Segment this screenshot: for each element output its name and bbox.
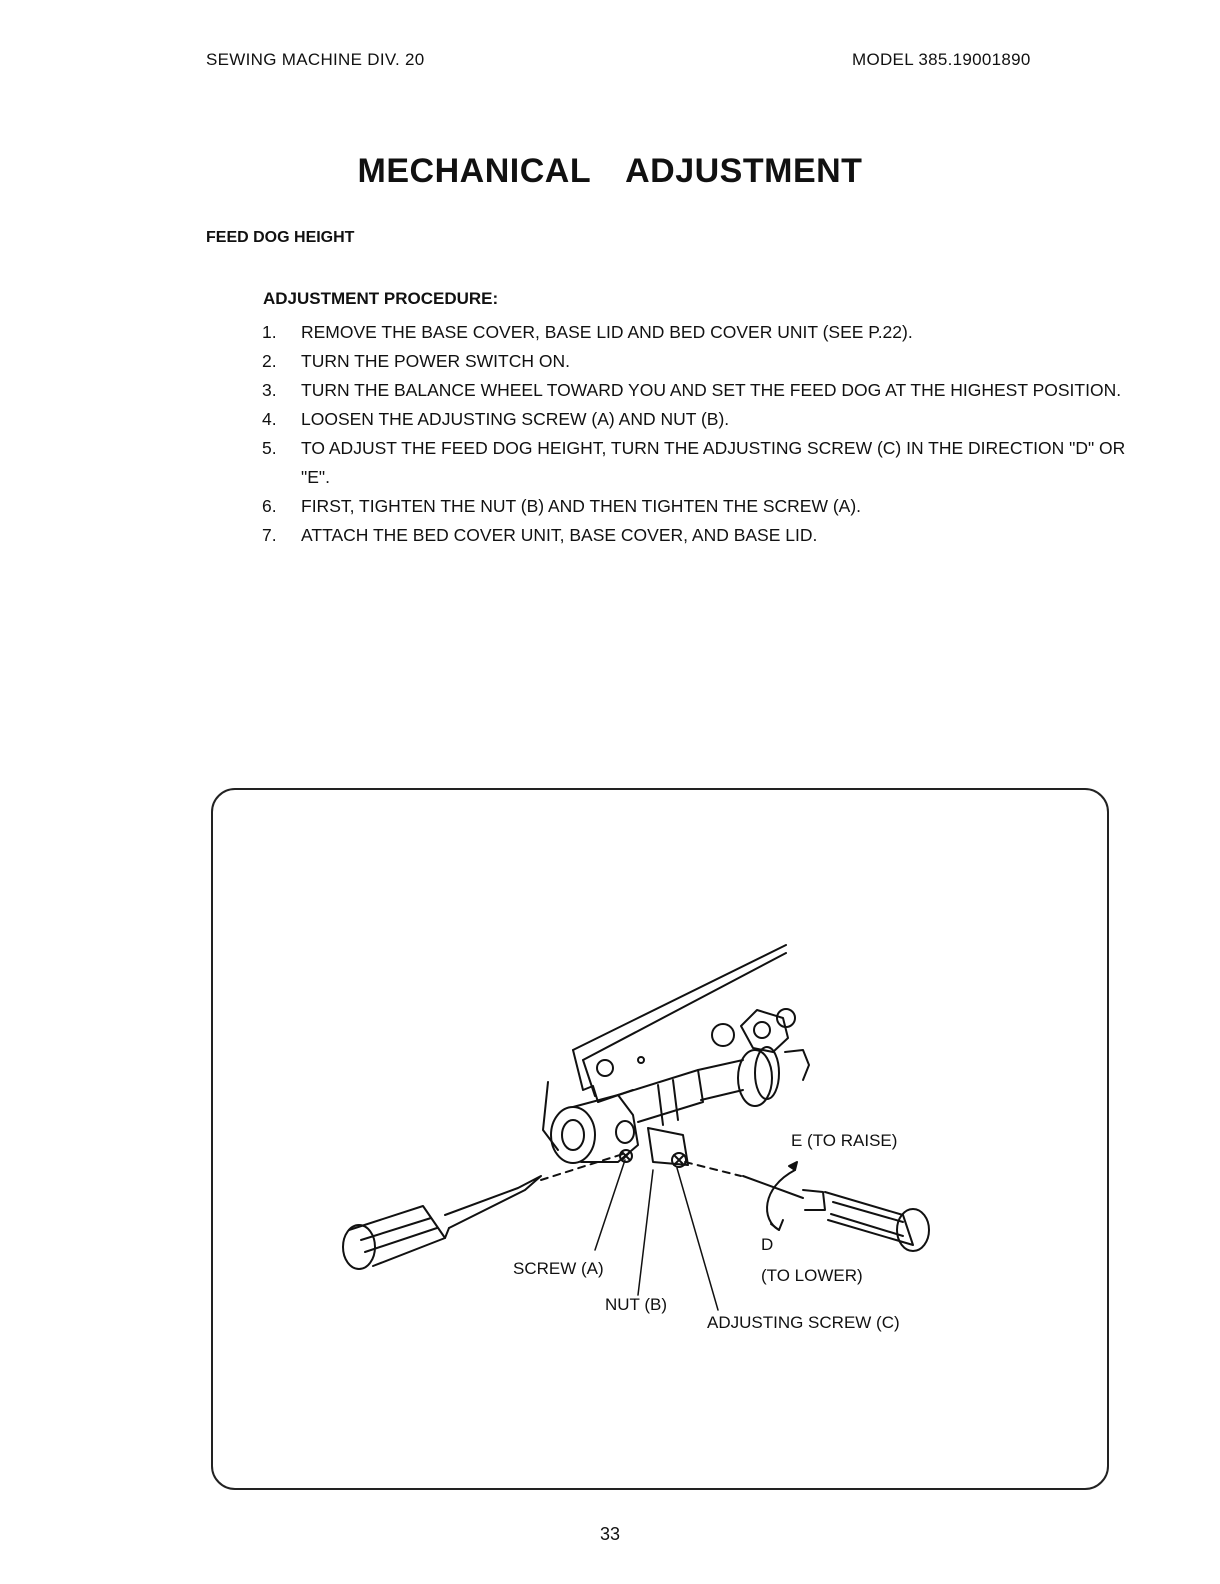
step-text: TURN THE BALANCE WHEEL TOWARD YOU AND SET THE FEED DOG AT THE HIGHEST POSITION. [301, 380, 1122, 400]
left-screwdriver-icon [343, 1176, 541, 1269]
step-item [262, 492, 1142, 521]
rotation-arrow-icon [767, 1162, 797, 1230]
page-title: MECHANICAL ADJUSTMENT [357, 152, 863, 190]
label-e-raise: E (TO RAISE) [791, 1131, 898, 1150]
step-text: FIRST, TIGHTEN THE NUT (B) AND THEN TIGHTEN THE SCREW (A). [301, 496, 862, 516]
leader-lines [595, 1160, 718, 1310]
header-division: SEWING MACHINE DIV. 20 [206, 50, 425, 69]
step-item [262, 434, 1142, 492]
step-item [262, 521, 1142, 550]
step-number: 1. [262, 322, 277, 342]
feed-dog-adjustment-figure [211, 788, 1109, 1490]
step-number: 6. [262, 496, 277, 516]
label-d: D [761, 1235, 774, 1254]
mechanism-illustration [213, 790, 1111, 1492]
step-text: TO ADJUST THE FEED DOG HEIGHT, TURN THE ADJUSTING SCREW (C) IN THE DIRECTION "D" OR "E". [301, 438, 1126, 487]
step-item [262, 347, 1142, 376]
step-text: ATTACH THE BED COVER UNIT, BASE COVER, AND BASE LID. [301, 525, 818, 545]
step-number: 5. [262, 438, 277, 458]
shaft-icon [551, 1047, 809, 1165]
step-number: 7. [262, 525, 277, 545]
step-number: 3. [262, 380, 277, 400]
label-nut-b: NUT (B) [605, 1295, 668, 1314]
step-text: TURN THE POWER SWITCH ON. [301, 351, 570, 371]
step-item [262, 405, 1142, 434]
feed-bar-icon [573, 945, 786, 1102]
step-item [262, 376, 1142, 405]
procedure-heading: ADJUSTMENT PROCEDURE: [263, 289, 499, 308]
label-screw-a: SCREW (A) [513, 1259, 604, 1278]
step-text: REMOVE THE BASE COVER, BASE LID AND BED COVER UNIT (SEE P.22). [301, 322, 913, 342]
step-number: 2. [262, 351, 277, 371]
page-number: 33 [599, 1524, 621, 1544]
step-item [262, 318, 1142, 347]
header-model: MODEL 385.19001890 [852, 50, 1031, 69]
label-to-lower: (TO LOWER) [761, 1266, 863, 1285]
label-adjusting-screw-c: ADJUSTING SCREW (C) [707, 1313, 900, 1332]
section-heading: FEED DOG HEIGHT [206, 229, 355, 246]
procedure-steps [262, 318, 1142, 550]
step-text: LOOSEN THE ADJUSTING SCREW (A) AND NUT (B). [301, 409, 730, 429]
dashed-guide-lines [541, 1154, 741, 1180]
step-number: 4. [262, 409, 277, 429]
